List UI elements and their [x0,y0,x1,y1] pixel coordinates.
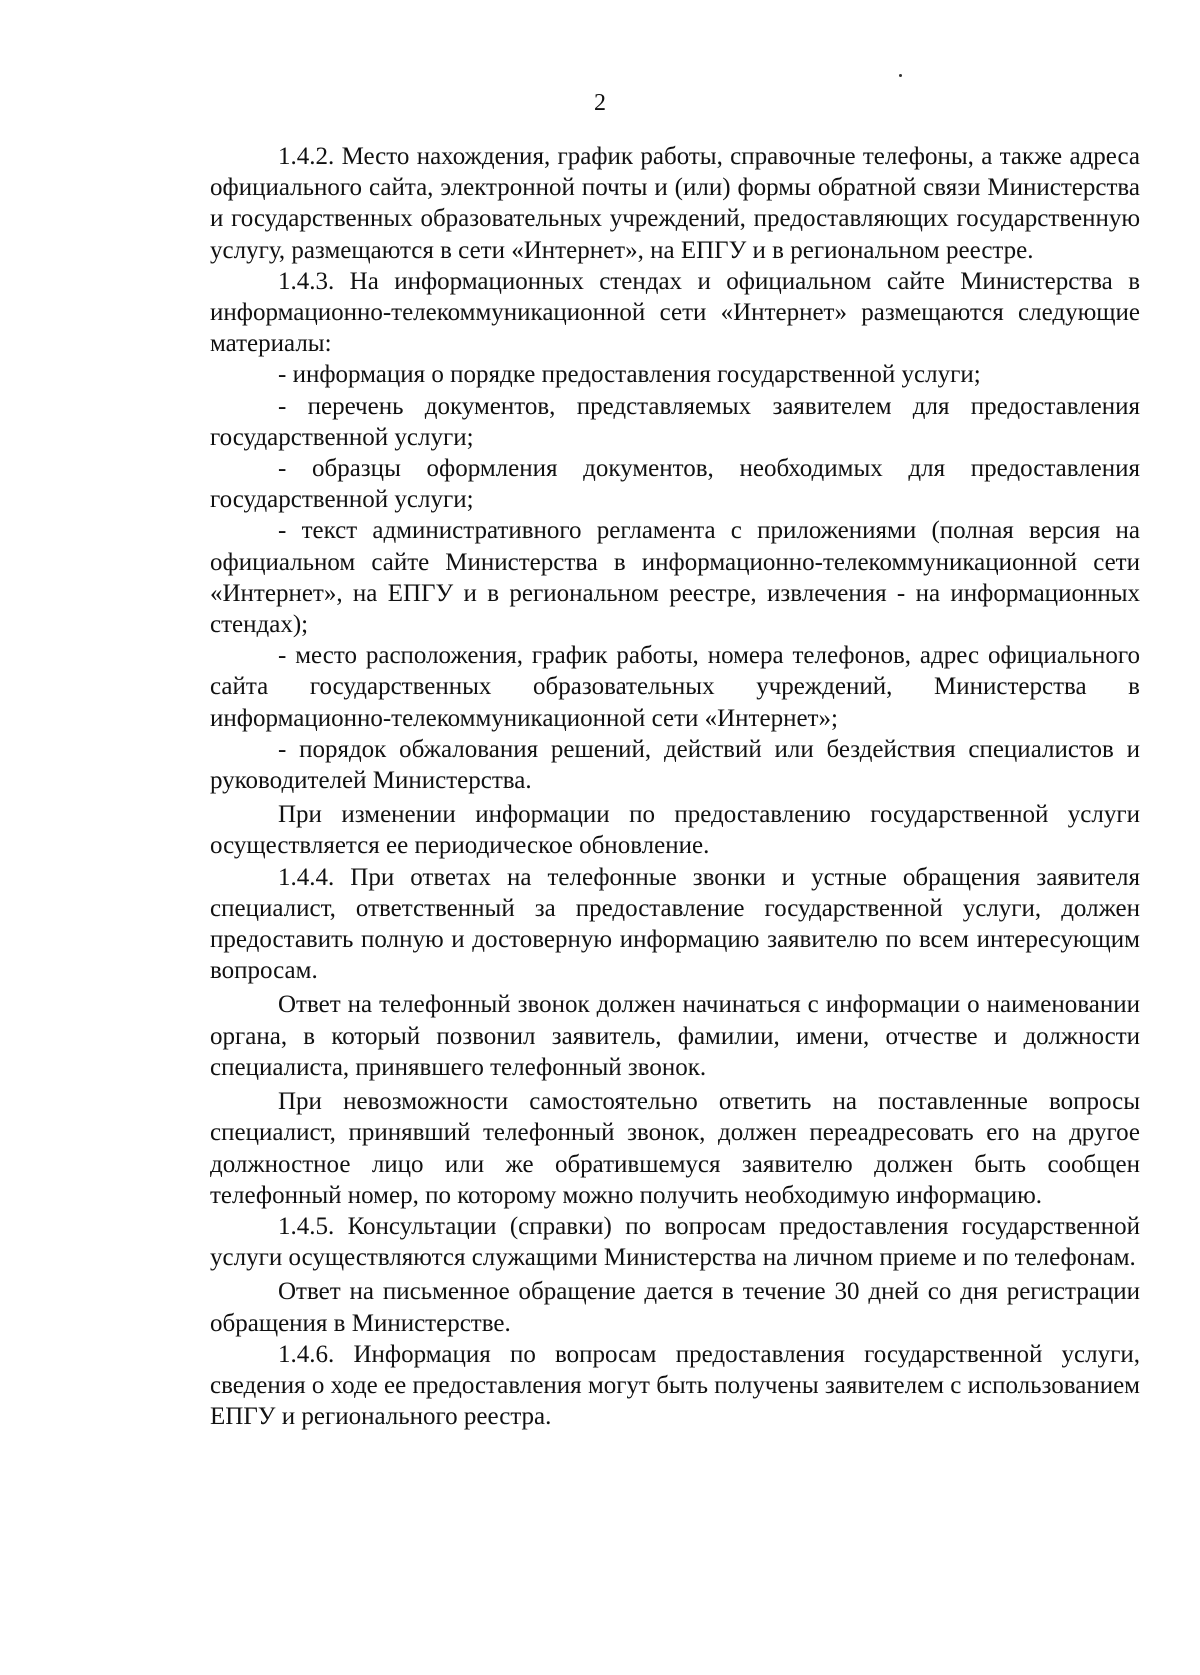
paragraph-redirect: При невозможности самостоятельно ответить на поставленные вопросы специалист, принявший телефонный звонок, должен переадресовать его на другое должностное лицо или же обратившемуся заявителю должен быть сообщен телефонный номер, по которому можно получить необходимую информацию. [210,1088,1140,1209]
paragraph-1-4-6: 1.4.6. Информация по вопросам предоставления государственной услуги, сведения о ходе ее предоставления могут быть получены заявителем с использованием ЕПГУ и регионального реестра. [210,1340,1140,1431]
paragraph-1-4-5: 1.4.5. Консультации (справки) по вопросам предоставления государственной услуги осуществляются служащими Министерства на личном приеме и по телефонам. [210,1212,1140,1272]
document-body [210,141,1140,1432]
list-item-procedure-info: - информация о порядке предоставления государственной услуги; [278,361,981,389]
paragraph-1-4-2: 1.4.2. Место нахождения, график работы, справочные телефоны, а также адреса официального сайта, электронной почты и (или) формы обратной связи Министерства и государственных образовательных учреждений, предоставляющих государственную услугу, размещаются в сети «Интернет», на ЕПГУ и в региональном реестре. [210,143,1140,264]
list-item-regulation-text: - текст административного регламента с приложениями (полная версия на официальном сайте Министерства в информационно-телекоммуникационной сети «Интернет», на ЕПГУ и в региональном реестре, извлечения - на информационных стендах); [210,517,1140,639]
scan-speck [899,74,902,77]
list-item-appeal-procedure: - порядок обжалования решений, действий или бездействия специалистов и руководителей Министерства. [210,735,1140,795]
paragraph-info-update: При изменении информации по предоставлению государственной услуги осуществляется ее периодическое обновление. [210,801,1140,860]
list-item-location-schedule: - место расположения, график работы, номера телефонов, адрес официального сайта государственных образовательных учреждений, Министерства в информационно-телекоммуникационной сети «Интернет»; [210,642,1140,732]
paragraph-1-4-4: 1.4.4. При ответах на телефонные звонки и устные обращения заявителя специалист, ответственный за предоставление государственной услуги, должен предоставить полную и достоверную информацию заявителю по всем интересующим вопросам. [210,863,1140,985]
paragraph-1-4-3: 1.4.3. На информационных стендах и официальном сайте Министерства в информационно-телекоммуникационной сети «Интернет» размещаются следующие материалы: [210,267,1140,358]
page-number: 2 [594,90,606,116]
list-item-documents-list: - перечень документов, представляемых заявителем для предоставления государственной услуги; [210,392,1140,451]
paragraph-phone-answer: Ответ на телефонный звонок должен начинаться с информации о наименовании органа, в который позвонил заявитель, фамилии, имени, отчестве и должности специалиста, принявшего телефонный звонок. [210,991,1140,1081]
paragraph-written-response: Ответ на письменное обращение дается в течение 30 дней со дня регистрации обращения в Министерстве. [210,1278,1140,1337]
list-item-document-samples: - образцы оформления документов, необходимых для предоставления государственной услуги; [210,455,1140,514]
